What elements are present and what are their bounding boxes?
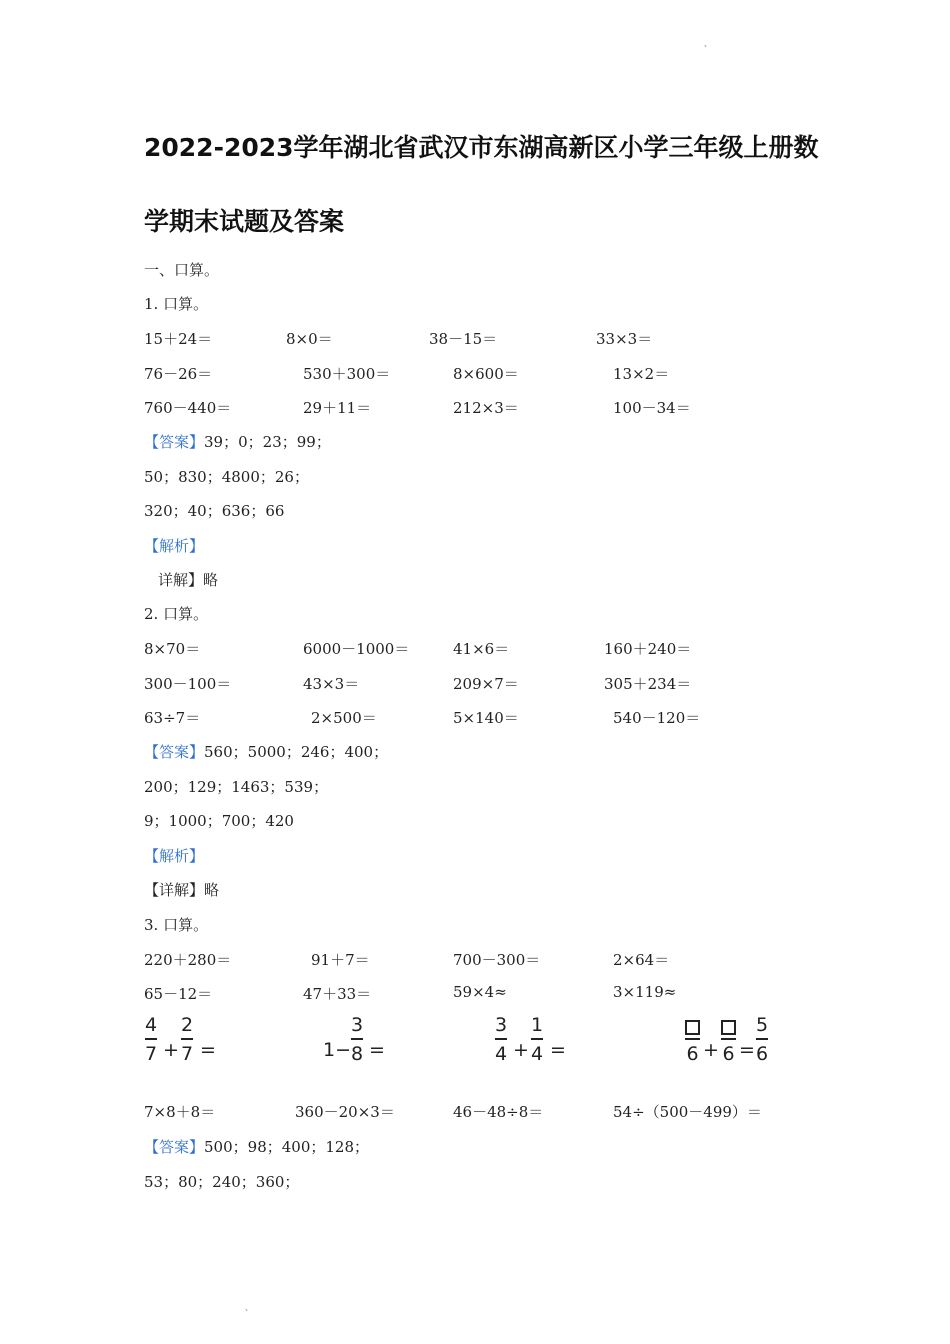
q2-r2-c2: 43×3＝ (303, 675, 360, 693)
denominator: 7 (181, 1042, 194, 1065)
q1-r1-c2: 8×0＝ (286, 330, 333, 348)
document-title-line1: 2022-2023学年湖北省武汉市东湖高新区小学三年级上册数 (144, 133, 819, 162)
fraction-bar (685, 1038, 700, 1040)
q1-r2-c1: 76－26＝ (144, 365, 213, 383)
denominator: 6 (686, 1042, 699, 1065)
q3-answer-line1 (144, 1136, 369, 1157)
fraction-blank-6 (685, 1014, 700, 1065)
q1-r2-c4: 13×2＝ (613, 365, 670, 383)
blank-box-icon (721, 1020, 736, 1035)
denominator: 6 (722, 1042, 735, 1065)
q1-r1-c3: 38－15＝ (429, 330, 498, 348)
q1-answer-line1 (144, 431, 331, 452)
q2-r1-c3: 41×6＝ (453, 640, 510, 658)
numerator-blank (721, 1014, 736, 1036)
q1-r3-c1: 760－440＝ (144, 399, 232, 417)
q2-answer-text: 560；5000；246；400； (204, 743, 389, 761)
fraction-bar (495, 1038, 507, 1040)
plus-sign: + (163, 1039, 179, 1061)
fraction-bar (145, 1038, 157, 1040)
q3-answer-tag: 【答案】 (144, 1138, 205, 1156)
q2-r3-c1: 63÷7＝ (144, 709, 201, 727)
q1-r3-c2: 29＋11＝ (303, 399, 372, 417)
equals-sign: = (200, 1039, 216, 1061)
fraction-2-7 (181, 1014, 193, 1065)
numerator: 3 (495, 1014, 508, 1036)
q1-answer-line2: 50；830；4800；26； (144, 468, 309, 486)
q2-analysis-tag: 【解析】 (144, 847, 205, 865)
q2-answer-line1 (144, 741, 388, 762)
q3-r4-c2: 360－20×3＝ (295, 1103, 395, 1121)
numerator: 1 (531, 1014, 544, 1036)
q1-detail: 详解】略 (158, 571, 219, 589)
document-title-line2: 学期末试题及答案 (144, 207, 345, 236)
q3-answer-text: 500；98；400；128； (204, 1138, 369, 1156)
q2-r2-c1: 300－100＝ (144, 675, 232, 693)
equals-sign: = (550, 1039, 566, 1061)
q1-r3-c3: 212×3＝ (453, 399, 519, 417)
q2-answer-tag: 【答案】 (144, 743, 205, 761)
fraction-bar (531, 1038, 543, 1040)
q2-r1-c2: 6000－1000＝ (303, 640, 410, 658)
q2-r2-c4: 305＋234＝ (604, 675, 692, 693)
q2-detail: 【详解】略 (144, 881, 220, 899)
q1-r3-c4: 100－34＝ (613, 399, 691, 417)
numerator-blank (685, 1014, 700, 1036)
fraction-1-4 (531, 1014, 543, 1065)
q2-r1-c1: 8×70＝ (144, 640, 201, 658)
q3-r1-c4: 2×64＝ (613, 951, 670, 969)
q2-r3-c3: 5×140＝ (453, 709, 519, 727)
q3-r1-c1: 220＋280＝ (144, 951, 232, 969)
plus-sign: + (703, 1039, 719, 1061)
equals-sign: = (739, 1039, 755, 1061)
one-minus: 1− (323, 1039, 352, 1061)
q1-r1-c4: 33×3＝ (596, 330, 653, 348)
q2-label: 2. 口算。 (144, 605, 209, 623)
q3-r2-c4: 3×119≈ (613, 983, 677, 1001)
q1-r2-c2: 530＋300＝ (303, 365, 391, 383)
q3-answer-line2: 53；80；240；360； (144, 1173, 300, 1191)
numerator: 2 (181, 1014, 194, 1036)
q1-r1-c1: 15＋24＝ (144, 330, 213, 348)
q3-r2-c1: 65－12＝ (144, 985, 213, 1003)
denominator: 4 (495, 1042, 508, 1065)
q2-r1-c4: 160＋240＝ (604, 640, 692, 658)
q3-r2-c3: 59×4≈ (453, 983, 507, 1001)
q1-answer-line3: 320；40；636；66 (144, 502, 285, 520)
q1-answer-tag: 【答案】 (144, 433, 205, 451)
q3-r4-c3: 46－48÷8＝ (453, 1103, 544, 1121)
top-mark: 、 (704, 39, 712, 48)
fraction-bar (756, 1038, 768, 1040)
bottom-mark: 、 (245, 1303, 253, 1312)
fraction-bar (351, 1038, 363, 1040)
fraction-bar (721, 1038, 736, 1040)
q2-r3-c2: 2×500＝ (311, 709, 377, 727)
fraction-4-7 (145, 1014, 157, 1065)
numerator: 3 (351, 1014, 364, 1036)
q3-r4-c4: 54÷（500－499）＝ (613, 1103, 762, 1121)
plus-sign: + (513, 1039, 529, 1061)
equals-sign: = (369, 1039, 385, 1061)
q1-analysis-tag: 【解析】 (144, 537, 205, 555)
q2-r2-c3: 209×7＝ (453, 675, 519, 693)
q2-r3-c4: 540－120＝ (613, 709, 701, 727)
fraction-3-8 (351, 1014, 363, 1065)
fraction-blank-6b (721, 1014, 736, 1065)
fraction-5-6 (756, 1014, 768, 1065)
q3-r1-c3: 700－300＝ (453, 951, 541, 969)
q2-answer-line2: 200；129；1463；539； (144, 778, 329, 796)
blank-box-icon (685, 1020, 700, 1035)
fraction-3-4 (495, 1014, 507, 1065)
section-heading: 一、口算。 (144, 261, 220, 279)
denominator: 7 (145, 1042, 158, 1065)
denominator: 6 (756, 1042, 769, 1065)
q1-label: 1. 口算。 (144, 295, 209, 313)
q3-r2-c2: 47＋33＝ (303, 985, 372, 1003)
q1-r2-c3: 8×600＝ (453, 365, 519, 383)
q3-r4-c1: 7×8＋8＝ (144, 1103, 216, 1121)
numerator: 4 (145, 1014, 158, 1036)
fraction-bar (181, 1038, 193, 1040)
denominator: 4 (531, 1042, 544, 1065)
numerator: 5 (756, 1014, 769, 1036)
q3-r1-c2: 91＋7＝ (311, 951, 370, 969)
q3-label: 3. 口算。 (144, 916, 209, 934)
q1-answer-text: 39；0；23；99； (204, 433, 331, 451)
denominator: 8 (351, 1042, 364, 1065)
q2-answer-line3: 9；1000；700；420 (144, 812, 294, 830)
